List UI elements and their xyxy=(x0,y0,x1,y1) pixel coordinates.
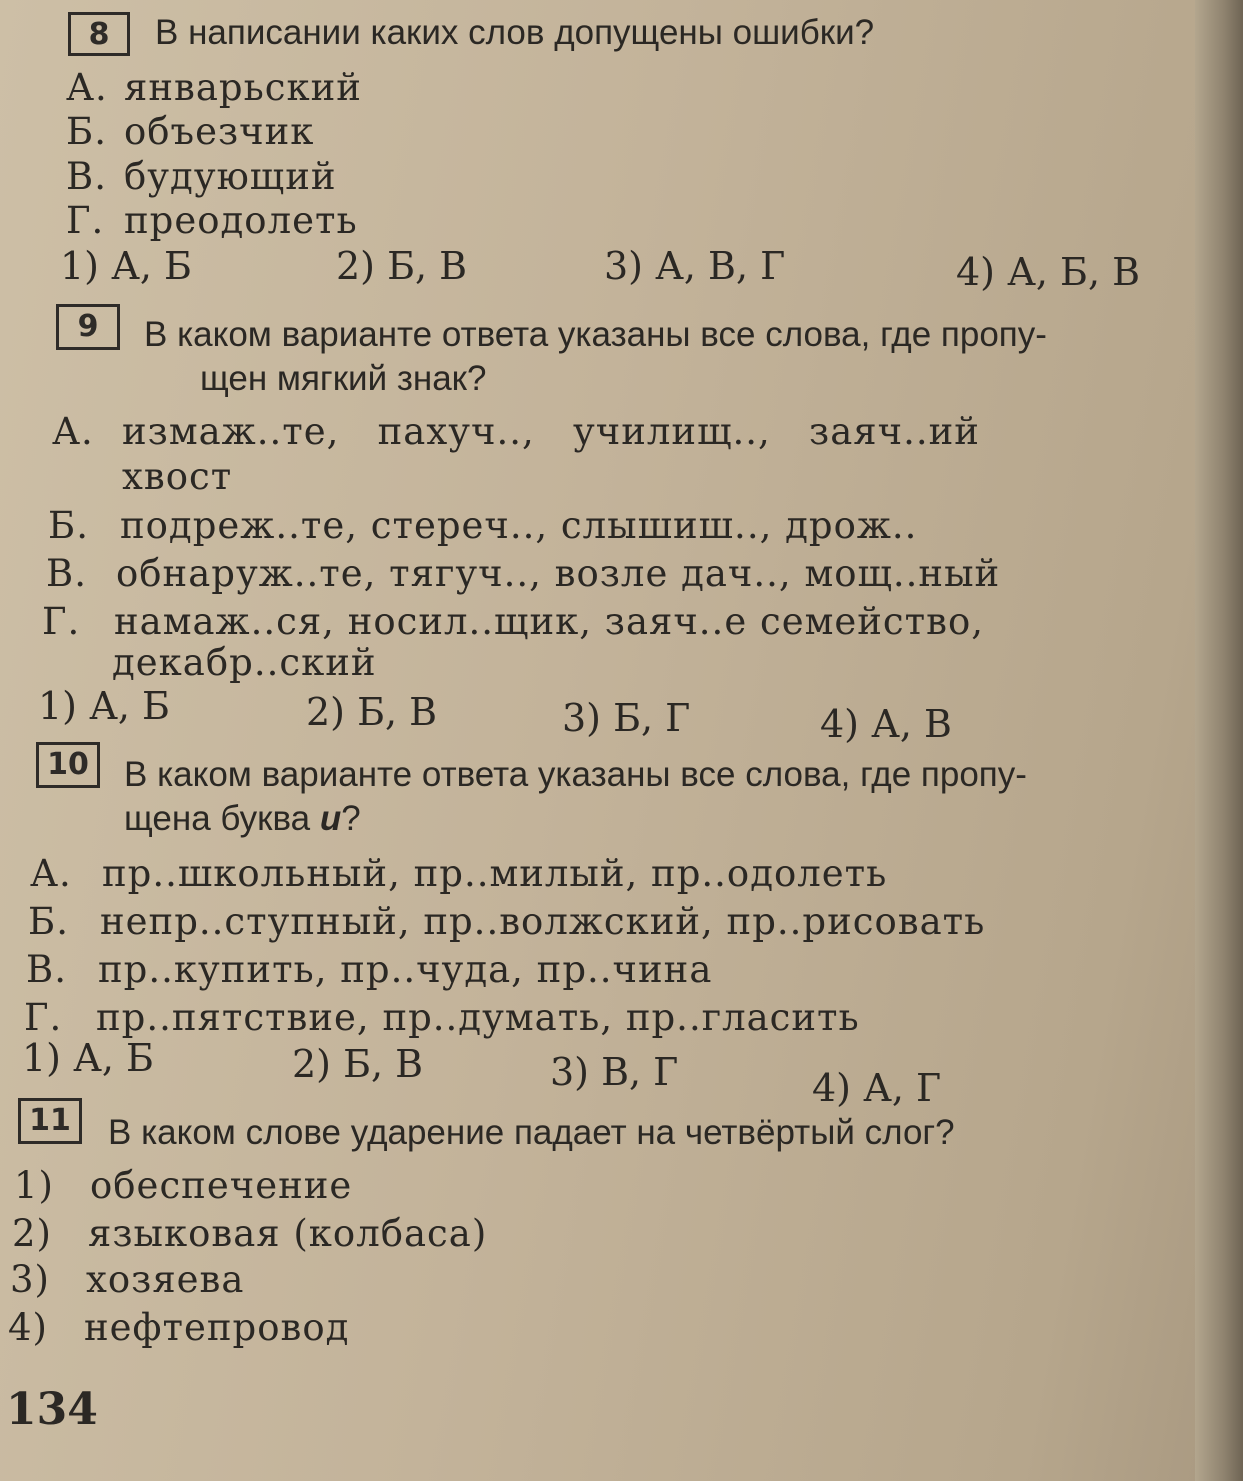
page-edge-shadow xyxy=(1195,0,1243,1481)
answer-2: 2) Б, В xyxy=(306,690,438,734)
emphasized-letter: и xyxy=(319,799,342,838)
option-a: А. пр..школьный, пр..милый, пр..одолеть xyxy=(30,852,888,895)
question-text: В написании каких слов допущены ошибки? xyxy=(155,13,875,52)
option-b: Б. объезчик xyxy=(66,110,315,153)
answer-4: 4) А, Б, В xyxy=(956,250,1141,294)
option-v: В. обнаруж..те, тягуч.., возле дач.., мощ..ный xyxy=(46,552,1001,595)
answer-2: 2) Б, В xyxy=(336,244,468,288)
question-text-line-1: В каком варианте ответа указаны все слова, где пропу- xyxy=(144,315,1047,354)
question-number-box: 11 xyxy=(18,1098,82,1144)
question-text-line-2: щена буква и? xyxy=(124,799,361,838)
question-number-box: 8 xyxy=(68,12,130,56)
option-a: А. январьский xyxy=(66,66,362,109)
option-a: А. измаж..те, пахуч.., училищ.., заяч..ий xyxy=(52,410,980,453)
option-3: 3) хозяева xyxy=(10,1258,245,1301)
option-g-continuation: декабр..ский xyxy=(112,641,377,684)
question-text-line-1: В каком варианте ответа указаны все слова, где пропу- xyxy=(124,755,1027,794)
option-4: 4) нефтепровод xyxy=(8,1306,350,1349)
page-number: 134 xyxy=(6,1384,98,1435)
question-text: В каком слове ударение падает на четвёртый слог? xyxy=(108,1113,955,1152)
question-number-box: 10 xyxy=(36,742,100,788)
answer-4: 4) А, В xyxy=(820,702,952,746)
question-number-box: 9 xyxy=(56,304,120,350)
answer-1: 1) А, Б xyxy=(38,684,170,728)
option-b: Б. непр..ступный, пр..волжский, пр..рисовать xyxy=(28,900,986,943)
option-b: Б. подреж..те, стереч.., слышиш.., дрож.. xyxy=(48,504,918,547)
question-text-line-2: щен мягкий знак? xyxy=(200,359,487,398)
answer-1: 1) А, Б xyxy=(22,1036,154,1080)
answer-3: 3) В, Г xyxy=(550,1050,679,1094)
option-2: 2) языковая (колбаса) xyxy=(12,1212,488,1255)
option-a-continuation: хвост xyxy=(122,455,233,498)
option-g: Г. преодолеть xyxy=(66,199,358,242)
answer-1: 1) А, Б xyxy=(60,244,192,288)
option-g: Г. намаж..ся, носил..щик, заяч..е семейство, xyxy=(42,600,984,643)
answer-2: 2) Б, В xyxy=(292,1042,424,1086)
option-g: Г. пр..пятствие, пр..думать, пр..гласить xyxy=(24,996,860,1039)
option-v: В. пр..купить, пр..чуда, пр..чина xyxy=(26,948,713,991)
option-1: 1) обеспечение xyxy=(14,1164,353,1207)
answer-3: 3) Б, Г xyxy=(562,696,691,740)
answer-3: 3) А, В, Г xyxy=(604,244,786,288)
option-v: В. будующий xyxy=(66,155,337,198)
answer-4: 4) А, Г xyxy=(812,1066,942,1110)
